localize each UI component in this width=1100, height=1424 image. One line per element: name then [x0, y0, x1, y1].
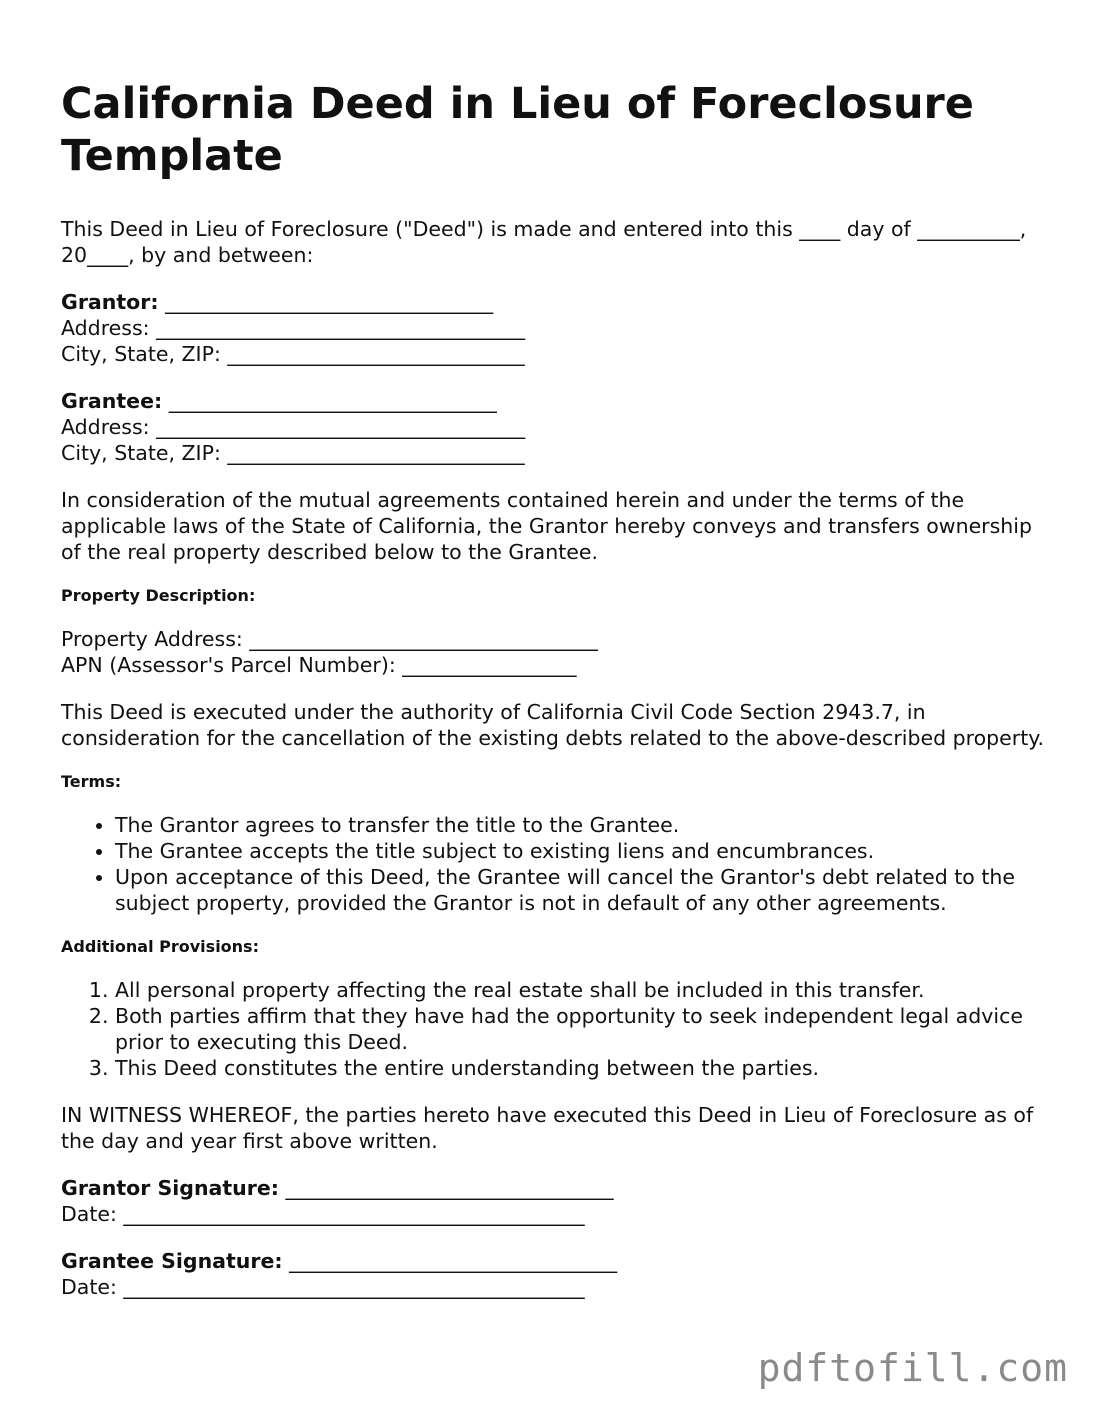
grantee-address-line[interactable]: Address: ____________________________________	[61, 415, 526, 439]
grantor-label: Grantor:	[61, 290, 159, 314]
grantee-signature-line	[61, 1248, 1051, 1274]
grantee-name-blank[interactable]: ________________________________	[162, 389, 497, 413]
document-title: California Deed in Lieu of Foreclosure Template	[61, 79, 974, 181]
intro-paragraph: This Deed in Lieu of Foreclosure ("Deed") is made and entered into this ____ day of __________, 20____, by and between:	[61, 217, 1027, 267]
list-item: 2. Both parties affirm that they have had the opportunity to seek independent legal advice prior to executing this Deed.	[115, 1003, 1051, 1055]
grantee-signature-label: Grantee Signature:	[61, 1249, 283, 1273]
property-section	[61, 626, 1051, 678]
list-item: • Upon acceptance of this Deed, the Grantee will cancel the Grantor's debt related to the subject property, provided the Grantor is not in default of any other agreements.	[115, 864, 1051, 916]
provisions-list	[61, 977, 1051, 1081]
grantor-signature-label: Grantor Signature:	[61, 1176, 279, 1200]
list-item: 1. All personal property affecting the real estate shall be included in this transfer.	[115, 977, 1051, 1003]
grantee-city-line[interactable]: City, State, ZIP: _____________________________	[61, 441, 525, 465]
consideration-paragraph: In consideration of the mutual agreements contained herein and under the terms of the applicable laws of the State of California, the Grantor hereby conveys and transfers ownership of the real property described below to the Grantee.	[61, 488, 1032, 564]
grantor-name-blank[interactable]: ________________________________	[158, 290, 494, 314]
grantor-signature-section	[61, 1175, 1051, 1227]
watermark: pdftofill.com	[757, 1346, 1068, 1390]
grantee-section	[61, 388, 1051, 466]
grantor-city-line[interactable]: City, State, ZIP: _____________________________	[61, 342, 525, 366]
grantor-name-line	[61, 289, 1051, 315]
grantee-name-line	[61, 388, 1051, 414]
document-page	[61, 78, 1051, 1321]
grantee-date-line[interactable]: Date: _____________________________________________	[61, 1275, 585, 1299]
grantor-section	[61, 289, 1051, 367]
property-address-line[interactable]: Property Address: __________________________________	[61, 627, 598, 651]
list-item: • The Grantor agrees to transfer the title to the Grantee.	[115, 812, 1051, 838]
grantor-date-line[interactable]: Date: _____________________________________________	[61, 1202, 585, 1226]
grantor-signature-blank[interactable]: ________________________________	[279, 1176, 614, 1200]
authority-paragraph: This Deed is executed under the authority of California Civil Code Section 2943.7, in consideration for the cancellation of the existing debts related to the above-described property.	[61, 700, 1044, 750]
grantor-signature-line	[61, 1175, 1051, 1201]
grantor-address-line[interactable]: Address: ____________________________________	[61, 316, 526, 340]
apn-line[interactable]: APN (Assessor's Parcel Number): _________________	[61, 653, 577, 677]
terms-heading: Terms:	[61, 772, 122, 791]
grantee-signature-blank[interactable]: ________________________________	[282, 1249, 618, 1273]
provisions-heading: Additional Provisions:	[61, 937, 259, 956]
witness-paragraph: IN WITNESS WHEREOF, the parties hereto have executed this Deed in Lieu of Foreclosure as of the day and year first above written.	[61, 1103, 1034, 1153]
list-item: 3. This Deed constitutes the entire understanding between the parties.	[115, 1055, 1051, 1081]
property-heading: Property Description:	[61, 586, 256, 605]
grantee-label: Grantee:	[61, 389, 163, 413]
list-item: • The Grantee accepts the title subject to existing liens and encumbrances.	[115, 838, 1051, 864]
terms-list	[61, 812, 1051, 916]
grantee-signature-section	[61, 1248, 1051, 1300]
